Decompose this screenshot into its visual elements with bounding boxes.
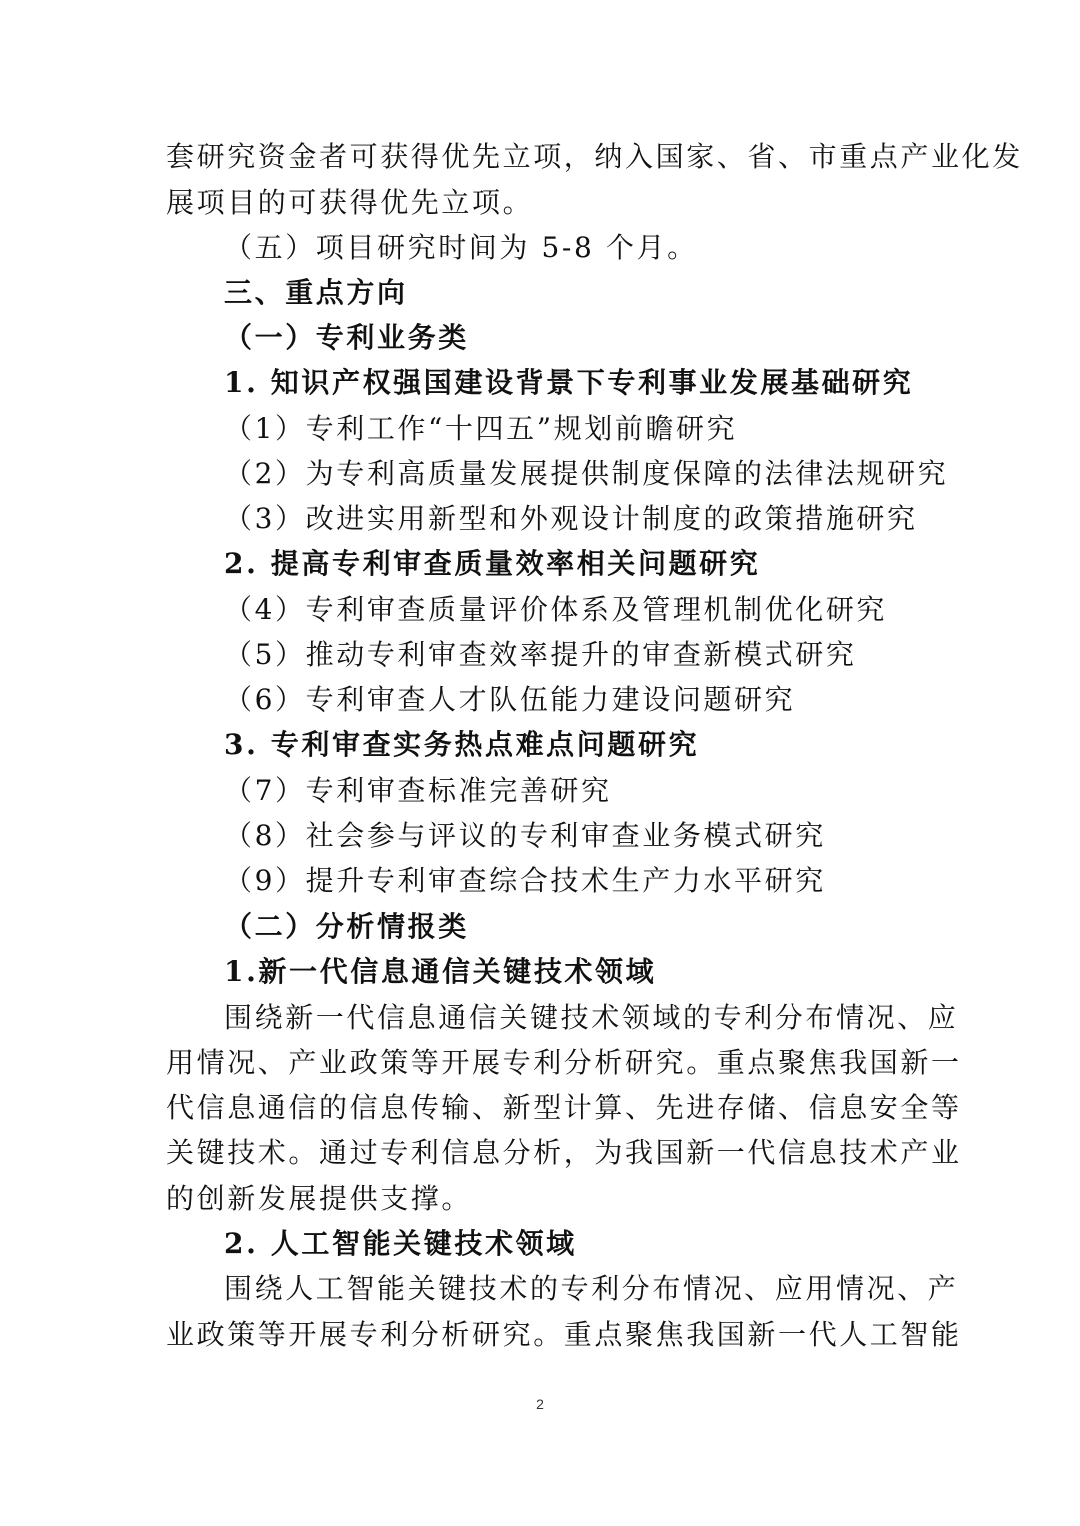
list-item: （8）社会参与评议的专利审查业务模式研究	[224, 819, 826, 852]
list-item: （7）专利审查标准完善研究	[224, 774, 612, 807]
paragraph-line: 的创新发展提供支撑。	[166, 1182, 473, 1215]
topic-heading: 2. 提高专利审查质量效率相关问题研究	[224, 547, 761, 580]
paragraph-line: 围绕新一代信息通信关键技术领域的专利分布情况、应	[224, 1001, 959, 1034]
section-heading: 三、重点方向	[224, 276, 408, 309]
list-item: （9）提升专利审查综合技术生产力水平研究	[224, 864, 826, 897]
paragraph-line: 关键技术。通过专利信息分析，为我国新一代信息技术产业	[166, 1136, 962, 1169]
topic-heading: 1. 知识产权强国建设背景下专利事业发展基础研究	[224, 366, 914, 399]
paragraph-line: （五）项目研究时间为 5-8 个月。	[224, 231, 698, 264]
list-item: （5）推动专利审查效率提升的审查新模式研究	[224, 638, 857, 671]
list-item: （4）专利审查质量评价体系及管理机制优化研究	[224, 593, 888, 626]
topic-heading: 3. 专利审查实务热点难点问题研究	[224, 728, 700, 761]
paragraph-line: 展项目的可获得优先立项。	[166, 186, 534, 219]
list-item: （1）专利工作“十四五”规划前瞻研究	[224, 412, 738, 445]
paragraph-line: 代信息通信的信息传输、新型计算、先进存储、信息安全等	[166, 1091, 962, 1124]
topic-heading: 2. 人工智能关键技术领域	[224, 1227, 577, 1260]
paragraph-line: 用情况、产业政策等开展专利分析研究。重点聚焦我国新一	[166, 1046, 962, 1079]
list-item: （6）专利审查人才队伍能力建设问题研究	[224, 683, 796, 716]
paragraph-line: 套研究资金者可获得优先立项，纳入国家、省、市重点产业化发	[166, 140, 1023, 173]
list-item: （3）改进实用新型和外观设计制度的政策措施研究	[224, 502, 918, 535]
list-item: （2）为专利高质量发展提供制度保障的法律法规研究	[224, 457, 949, 490]
paragraph-line: 业政策等开展专利分析研究。重点聚焦我国新一代人工智能	[166, 1318, 962, 1351]
page-number: 2	[536, 1396, 544, 1412]
paragraph-line: 围绕人工智能关键技术的专利分布情况、应用情况、产	[224, 1272, 959, 1305]
subsection-heading: （二）分析情报类	[224, 910, 469, 943]
topic-heading: 1.新一代信息通信关键技术领域	[224, 955, 657, 988]
subsection-heading: （一）专利业务类	[224, 321, 469, 354]
